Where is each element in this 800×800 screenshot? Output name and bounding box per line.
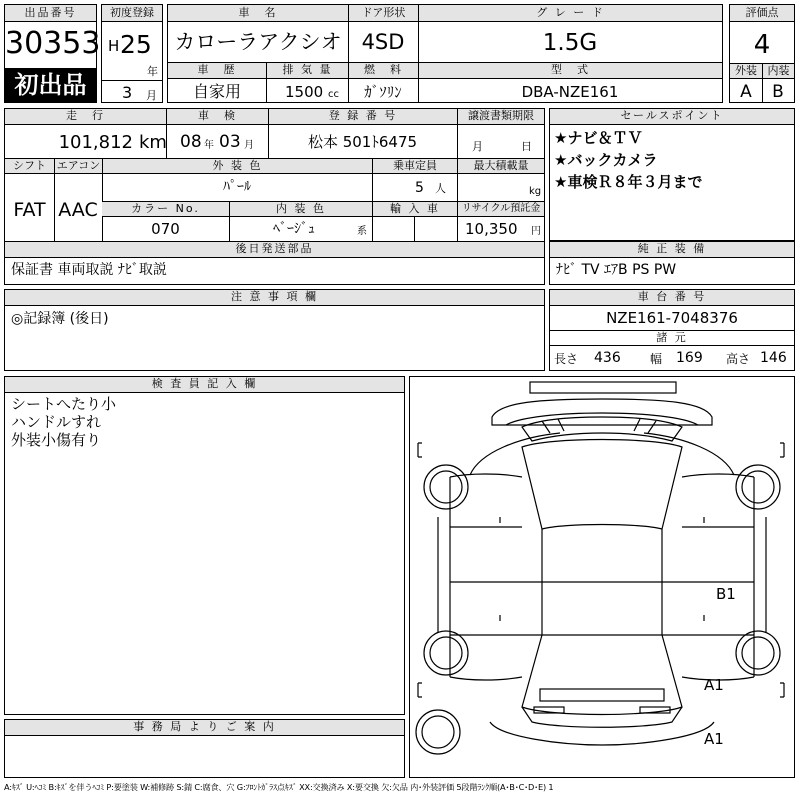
import-label: 輸 入 車: [372, 202, 457, 217]
inspection-year: 08: [180, 132, 202, 152]
displacement-label: 排 気 量: [266, 63, 348, 79]
office-label: 事 務 局 よ り ご 案 内: [5, 720, 404, 736]
lot-box: [4, 4, 101, 103]
history-label: 車 歴: [168, 63, 266, 79]
sales-point-item: ★ナビ＆ＴＶ: [554, 129, 643, 147]
inspector-line: ハンドルすれ: [11, 413, 102, 431]
displacement: 1500: [285, 83, 324, 101]
width: 169: [676, 350, 703, 366]
damage-mark-a1: A1: [704, 676, 724, 694]
mileage: 101,812: [58, 132, 133, 153]
score-box: [729, 4, 795, 103]
capacity-unit: 人: [435, 182, 446, 195]
lot-number: 30353: [5, 26, 101, 61]
inspection-year-unit: 年: [204, 140, 214, 151]
recycle-amount: 10,350: [465, 220, 518, 238]
model-label: 型 式: [418, 63, 722, 79]
width-label: 幅: [650, 352, 663, 366]
era: H: [108, 37, 120, 55]
divider: [457, 109, 458, 159]
divider: [102, 80, 162, 81]
history: 自家用: [192, 82, 241, 101]
first-reg-box: [101, 4, 163, 103]
recycle-unit: 円: [531, 226, 541, 237]
capacity-label: 乗車定員: [372, 159, 457, 174]
inspector-box: [4, 376, 405, 715]
year-number: 25: [120, 30, 152, 59]
score-label: 評価点: [730, 5, 794, 22]
recycle-label: リサイクル預託金: [457, 202, 544, 217]
inspector-label: 検 査 員 記 入 欄: [5, 377, 404, 393]
inspector-line: シートへたり小: [11, 395, 117, 413]
legend: A:ｷｽﾞ U:ﾍｺﾐ B:ｷｽﾞを伴うﾍｺﾐ P:要塗装 W:補修跡 S:錆 C:腐食、穴 G:ﾌﾛﾝﾄｶﾞﾗｽ点ｷｽﾞ XX:交換済み X:要交換 欠:欠品 内･外装評価 5段階ﾗﾝｸ順(A･B･C･D･E) 1: [4, 782, 554, 792]
mileage-label: 走 行: [5, 109, 166, 125]
transfer-month-unit: 月: [472, 140, 483, 153]
inspection-month-unit: 月: [244, 140, 254, 151]
car-name-label: 車 名: [168, 5, 348, 22]
notes-box: [4, 289, 545, 371]
inspector-line: 外装小傷有り: [11, 431, 102, 449]
sales-points-label: セールスポイント: [550, 109, 794, 125]
color-no-label: カラー No.: [102, 202, 229, 217]
details-box: [4, 108, 545, 285]
color-no: 070: [151, 220, 180, 238]
year-unit: 年: [147, 65, 158, 78]
max-load-label: 最大積載量: [457, 159, 544, 174]
sales-points-box: [549, 108, 795, 241]
notes-text: ◎記録簿 (後日): [11, 311, 109, 327]
int-color-suffix: 系: [357, 226, 367, 237]
exterior-label: 外装: [730, 64, 762, 79]
divider: [268, 109, 269, 159]
grade: 1.5G: [542, 30, 598, 56]
divider: [266, 63, 267, 102]
interior-label: 内装: [762, 64, 794, 79]
mileage-unit: km: [139, 132, 167, 153]
shift: FAT: [13, 199, 46, 221]
max-load-unit: kg: [529, 186, 542, 197]
grade-label: グ レ ー ド: [418, 5, 722, 22]
door-label: ドア形状: [348, 5, 418, 22]
height-label: 高さ: [726, 352, 751, 366]
transfer-label: 譲渡書類期限: [457, 109, 544, 125]
equipment-label: 純 正 装 備: [550, 242, 794, 258]
length: 436: [594, 350, 621, 366]
fuel-label: 燃 料: [348, 63, 418, 79]
month-unit: 月: [146, 89, 157, 102]
exterior-grade: A: [740, 82, 752, 102]
int-color: ﾍﾞｰｼﾞｭ: [273, 221, 315, 237]
sales-point-item: ★車検Ｒ８年３月まで: [554, 173, 703, 191]
vehicle-main-box: [167, 4, 723, 103]
sales-point-item: ★バックカメラ: [554, 151, 658, 169]
chassis-number: NZE161-7048376: [606, 309, 738, 327]
first-listing-label: 初出品: [14, 71, 87, 99]
ext-color: ﾊﾟｰﾙ: [223, 179, 251, 195]
interior-grade: B: [772, 82, 784, 102]
first-reg-label: 初度登録: [102, 5, 162, 22]
fuel: ｶﾞｿﾘﾝ: [364, 83, 402, 101]
transfer-day-unit: 日: [521, 140, 532, 153]
int-color-label: 内 装 色: [229, 202, 372, 217]
car-name: カローラアクシオ: [174, 30, 342, 54]
displacement-unit: cc: [328, 89, 339, 100]
height: 146: [760, 350, 787, 366]
divider: [414, 217, 415, 242]
capacity: 5: [415, 180, 424, 196]
equipment-list: ﾅﾋﾞ TV ｴｱB PS PW: [556, 262, 677, 278]
inspection-month: 03: [219, 132, 241, 152]
office-box: [4, 719, 405, 778]
later-parts: 保証書 車両取説 ﾅﾋﾞ取説: [11, 262, 167, 278]
car-damage-diagram: [410, 377, 794, 777]
model: DBA-NZE161: [521, 83, 619, 101]
score: 4: [753, 30, 771, 60]
later-parts-label: 後日発送部品: [5, 242, 544, 258]
chassis-box: [549, 289, 795, 371]
equipment-box: [549, 241, 795, 285]
damage-mark-b1: B1: [716, 585, 736, 603]
door-type: 4SD: [361, 30, 405, 54]
length-label: 長さ: [554, 352, 579, 366]
shift-label: シフト: [5, 159, 54, 174]
reg-number: 松本 501ﾄ6475: [307, 133, 418, 151]
lot-label: 出品番号: [5, 5, 96, 22]
month-number: 3: [122, 83, 133, 102]
inspection-label: 車 検: [166, 109, 268, 125]
ac: AAC: [58, 199, 98, 221]
damage-mark-a1: A1: [704, 730, 724, 748]
damage-diagram-box: [409, 376, 795, 778]
ac-label: エアコン: [54, 159, 102, 174]
reg-label: 登 録 番 号: [268, 109, 457, 125]
notes-label: 注 意 事 項 欄: [5, 290, 544, 306]
chassis-label: 車 台 番 号: [550, 290, 794, 306]
ext-color-label: 外 装 色: [102, 159, 372, 174]
spec-label: 諸 元: [550, 331, 794, 346]
